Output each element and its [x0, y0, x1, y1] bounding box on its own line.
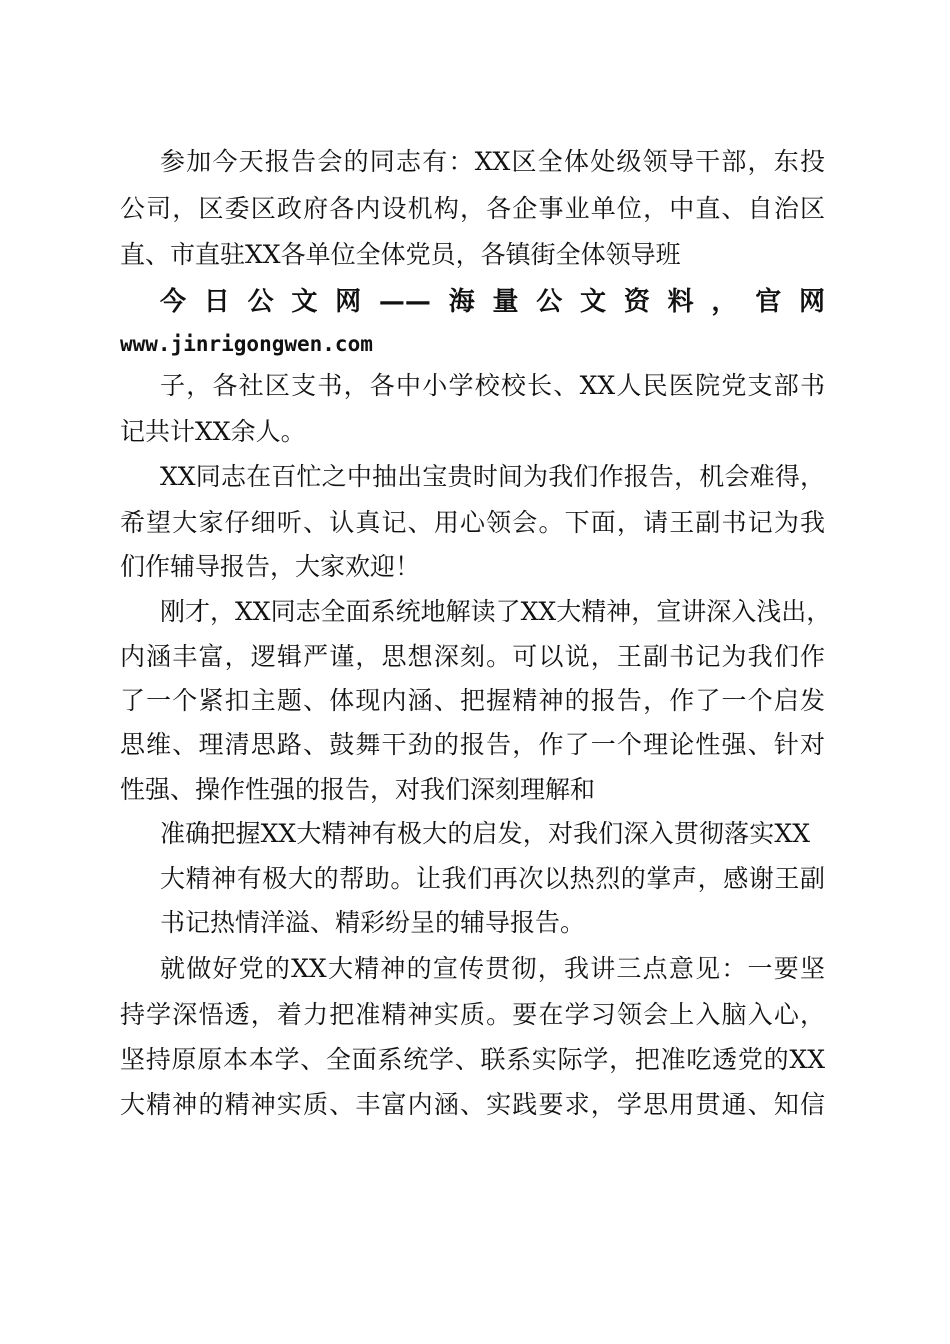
site-banner-title: 今日公文网——海量公文资料，官网 [160, 287, 825, 317]
paragraph-3-line-3: 们作辅导报告，大家欢迎！ [120, 552, 421, 581]
paragraph-4-line-4: 思维、理清思路、鼓舞干劲的报告，作了一个理论性强、针对 [120, 730, 825, 759]
paragraph-4-line-5: 性强、操作性强的报告，对我们深刻理解和 [120, 775, 596, 804]
paragraph-3-line-2: 希望大家仔细听、认真记、用心领会。下面，请王副书记为我 [120, 508, 825, 537]
paragraph-1-line-3: 直、市直驻XX各单位全体党员，各镇街全体领导班 [120, 240, 681, 269]
paragraph-5-line-1: 准确把握XX大精神有极大的启发，对我们深入贯彻落实XX [160, 819, 810, 848]
paragraph-2-line-1: 子，各社区支书，各中小学校校长、XX人民医院党支部书 [160, 371, 825, 400]
paragraph-4-line-1: 刚才，XX同志全面系统地解读了XX大精神，宣讲深入浅出， [160, 597, 832, 626]
paragraph-6-line-4: 大精神的精神实质、丰富内涵、实践要求，学思用贯通、知信 [120, 1090, 825, 1119]
paragraph-4-line-2: 内涵丰富，逻辑严谨，思想深刻。可以说，王副书记为我们作 [120, 642, 825, 671]
paragraph-3-line-1: XX同志在百忙之中抽出宝贵时间为我们作报告，机会难得， [160, 462, 825, 491]
paragraph-6-line-3: 坚持原原本本学、全面系统学、联系实际学，把准吃透党的XX [120, 1045, 825, 1074]
paragraph-4-line-3: 了一个紧扣主题、体现内涵、把握精神的报告，作了一个启发 [120, 686, 825, 715]
site-banner-url: www.jinrigongwen.com [120, 332, 373, 356]
paragraph-6-line-2: 持学深悟透，着力把准精神实质。要在学习领会上入脑入心， [120, 1000, 825, 1029]
paragraph-6-line-1: 就做好党的XX大精神的宣传贯彻，我讲三点意见：一要坚 [160, 954, 825, 983]
paragraph-1-line-2: 公司，区委区政府各内设机构，各企事业单位，中直、自治区 [120, 194, 825, 223]
paragraph-2-line-2: 记共计XX余人。 [120, 417, 306, 446]
paragraph-1-line-1: 参加今天报告会的同志有：XX区全体处级领导干部，东投 [160, 147, 825, 176]
paragraph-5-line-2: 大精神有极大的帮助。让我们再次以热烈的掌声，感谢王副 [160, 864, 825, 893]
paragraph-5-line-3: 书记热情洋溢、精彩纷呈的辅导报告。 [160, 908, 586, 937]
